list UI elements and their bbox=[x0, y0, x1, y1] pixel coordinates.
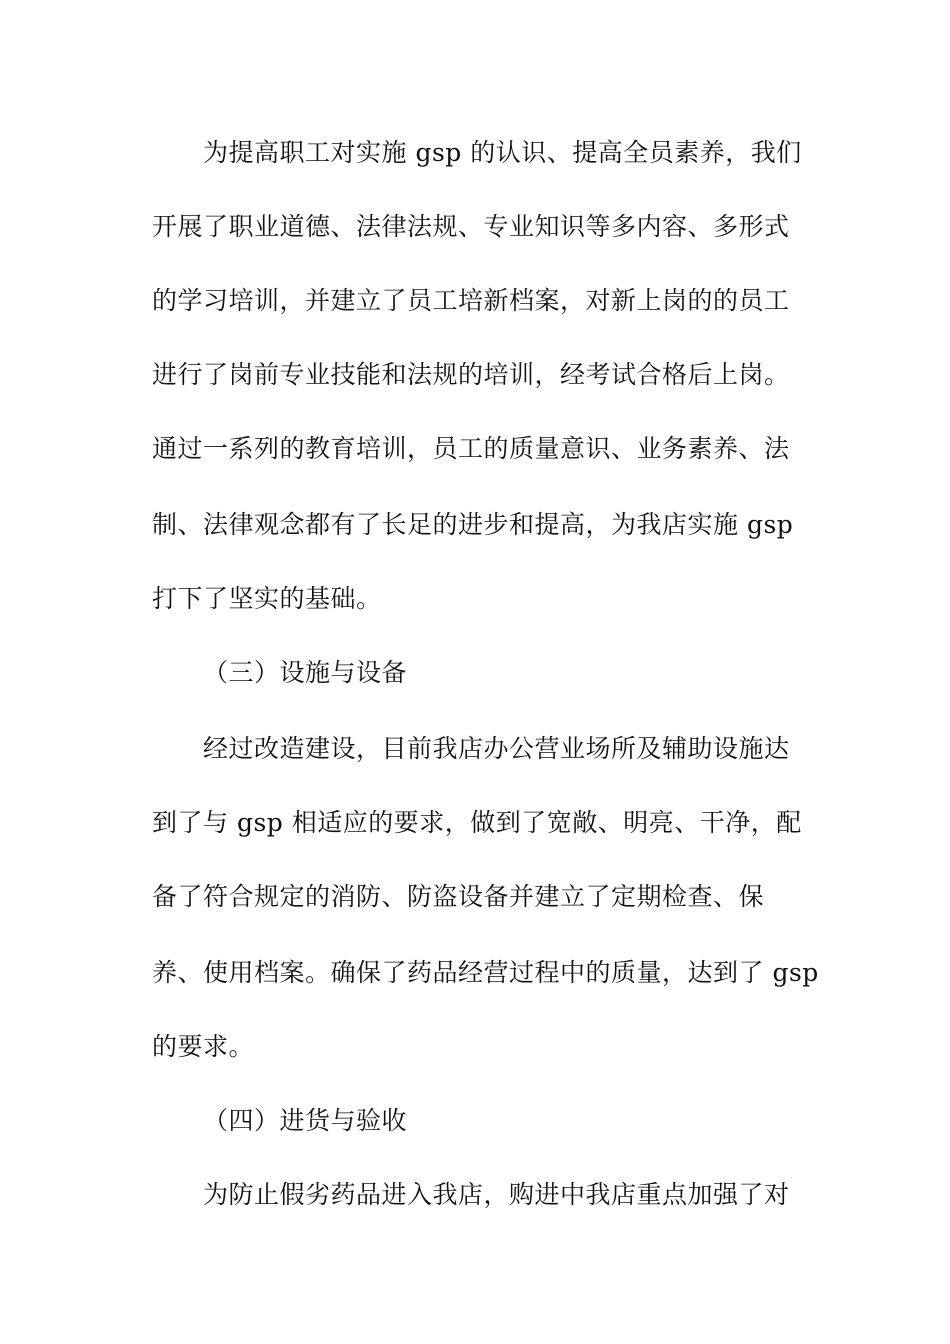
paragraph-line: 为提高职工对实施 gsp 的认识、提高全员素养，我们 bbox=[203, 138, 802, 167]
paragraph-line: 经过改造建设，目前我店办公营业场所及辅助设施达 bbox=[203, 734, 790, 763]
paragraph-line: 制、法律观念都有了长足的进步和提高，为我店实施 gsp bbox=[152, 510, 794, 539]
paragraph-line: 备了符合规定的消防、防盗设备并建立了定期检查、保 bbox=[152, 882, 765, 911]
paragraph-line: 通过一系列的教育培训，员工的质量意识、业务素养、法 bbox=[152, 434, 790, 463]
section-heading: （四）进货与验收 bbox=[203, 1106, 408, 1135]
paragraph-line: 进行了岗前专业技能和法规的培训，经考试合格后上岗。 bbox=[152, 360, 790, 389]
paragraph-line: 的要求。 bbox=[152, 1032, 255, 1061]
paragraph-line: 养、使用档案。确保了药品经营过程中的质量，达到了 gsp bbox=[152, 958, 819, 987]
paragraph-line: 为防止假劣药品进入我店，购进中我店重点加强了对 bbox=[203, 1180, 790, 1209]
section-heading: （三）设施与设备 bbox=[203, 658, 408, 687]
paragraph-line: 的学习培训，并建立了员工培新档案，对新上岗的的员工 bbox=[152, 286, 790, 315]
paragraph-line: 到了与 gsp 相适应的要求，做到了宽敞、明亮、干净，配 bbox=[152, 808, 802, 837]
paragraph-line: 打下了坚实的基础。 bbox=[152, 584, 382, 613]
paragraph-line: 开展了职业道德、法律法规、专业知识等多内容、多形式 bbox=[152, 212, 790, 241]
